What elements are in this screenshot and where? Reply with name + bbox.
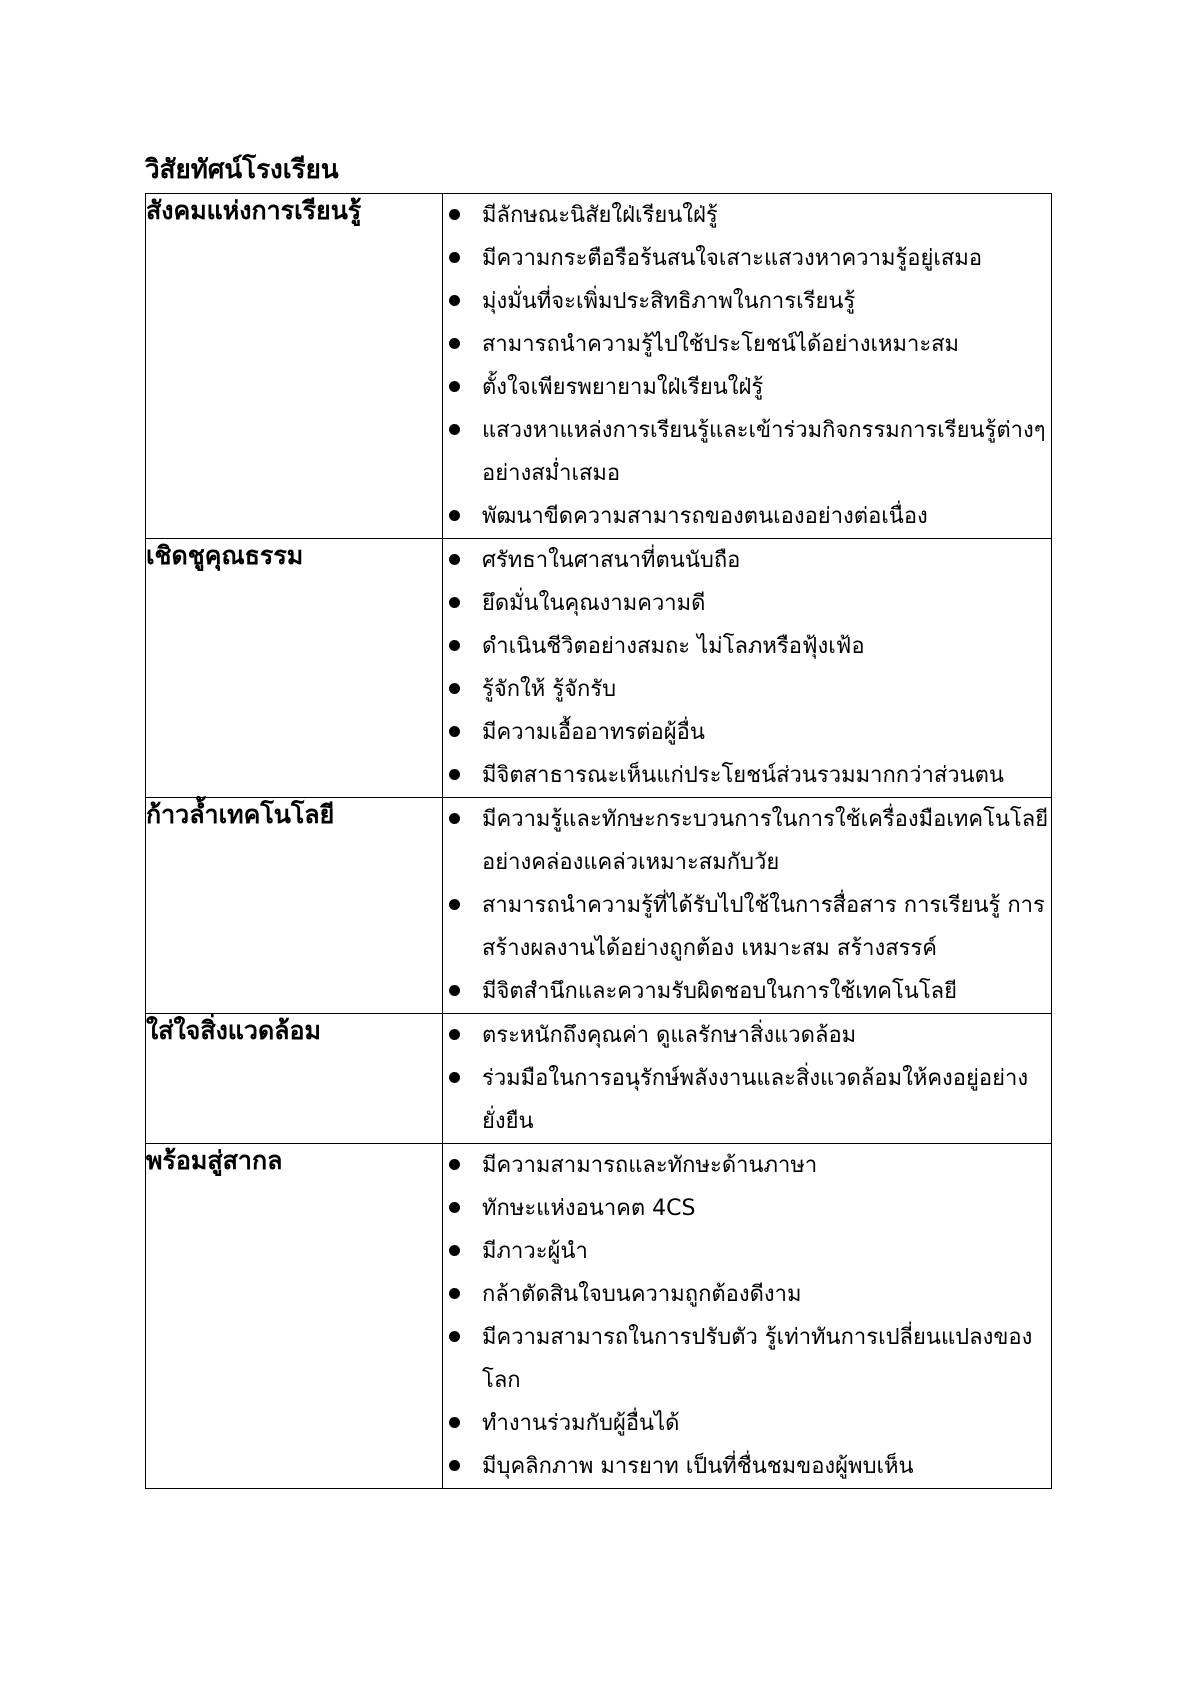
list-item xyxy=(443,884,1051,970)
list-item-text: มุ่งมั่นที่จะเพิ่มประสิทธิภาพในการเรียนรู้ xyxy=(482,289,856,314)
list-item-text: สามารถนำความรู้ไปใช้ประโยชน์ได้อย่างเหมาะสม xyxy=(482,332,960,357)
list-item-text: แสวงหาแหล่งการเรียนรู้และเข้าร่วมกิจกรรมการเรียนรู้ต่างๆอย่างสม่ำเสมอ xyxy=(482,418,1046,486)
list-item-text: รู้จักให้ รู้จักรับ xyxy=(482,677,617,702)
row-heading: พร้อมสู่สากล xyxy=(146,1144,443,1489)
page-title: วิสัยทัศน์โรงเรียน xyxy=(145,155,339,185)
list-item-text: มีจิตสำนึกและความรับผิดชอบในการใช้เทคโนโลยี xyxy=(482,979,958,1004)
list-item xyxy=(443,194,1051,237)
list-item-text: ดำเนินชีวิตอย่างสมถะ ไม่โลภหรือฟุ้งเฟ้อ xyxy=(482,634,865,659)
list-item xyxy=(443,1144,1051,1187)
bullet-icon xyxy=(449,1072,460,1083)
list-item-text: มีความเอื้ออาทรต่อผู้อื่น xyxy=(482,720,705,745)
bullet-icon xyxy=(449,726,460,737)
row-heading: ใส่ใจสิ่งแวดล้อม xyxy=(146,1014,443,1144)
list-item xyxy=(443,1187,1051,1230)
bullet-icon xyxy=(449,252,460,263)
bullet-icon xyxy=(449,1417,460,1428)
bullet-icon xyxy=(449,554,460,565)
list-item xyxy=(443,366,1051,409)
list-item-text: ทักษะแห่งอนาคต 4CS xyxy=(482,1196,696,1221)
vision-table xyxy=(145,193,1052,1489)
bullet-icon xyxy=(449,1245,460,1256)
list-item xyxy=(443,495,1051,538)
bullet-list xyxy=(443,1144,1051,1488)
list-item xyxy=(443,625,1051,668)
list-item xyxy=(443,280,1051,323)
list-item-text: มีความรู้และทักษะกระบวนการในการใช้เครื่องมือเทคโนโลยีอย่างคล่องแคล่วเหมาะสมกับวัย xyxy=(482,807,1049,875)
list-item xyxy=(443,668,1051,711)
bullet-icon xyxy=(449,769,460,780)
list-item-text: ยึดมั่นในคุณงามความดี xyxy=(482,591,706,616)
bullet-icon xyxy=(449,899,460,910)
bullet-list xyxy=(443,1014,1051,1143)
list-item xyxy=(443,1273,1051,1316)
row-heading: สังคมแห่งการเรียนรู้ xyxy=(146,194,443,539)
bullet-icon xyxy=(449,1331,460,1342)
list-item xyxy=(443,1230,1051,1273)
table-row xyxy=(146,1014,1052,1144)
bullet-icon xyxy=(449,338,460,349)
bullet-icon xyxy=(449,640,460,651)
list-item xyxy=(443,539,1051,582)
row-items-cell xyxy=(443,1014,1052,1144)
bullet-list xyxy=(443,194,1051,538)
list-item xyxy=(443,970,1051,1013)
bullet-list xyxy=(443,539,1051,797)
bullet-icon xyxy=(449,295,460,306)
list-item-text: กล้าตัดสินใจบนความถูกต้องดีงาม xyxy=(482,1282,802,1307)
bullet-icon xyxy=(449,1202,460,1213)
table-row xyxy=(146,1144,1052,1489)
list-item-text: สามารถนำความรู้ที่ได้รับไปใช้ในการสื่อสาร การเรียนรู้ การสร้างผลงานได้อย่างถูกต้อง เหมาะสม สร้างสรรค์ xyxy=(482,893,1045,961)
list-item-text: มีความกระตือรือร้นสนใจเสาะแสวงหาความรู้อยู่เสมอ xyxy=(482,246,983,271)
table-row xyxy=(146,194,1052,539)
list-item xyxy=(443,1057,1051,1143)
list-item-text: มีภาวะผู้นำ xyxy=(482,1239,588,1264)
bullet-icon xyxy=(449,813,460,824)
list-item xyxy=(443,1445,1051,1488)
list-item xyxy=(443,409,1051,495)
list-item-text: พัฒนาขีดความสามารถของตนเองอย่างต่อเนื่อง xyxy=(482,504,928,529)
bullet-icon xyxy=(449,1159,460,1170)
bullet-icon xyxy=(449,209,460,220)
bullet-icon xyxy=(449,597,460,608)
list-item-text: มีบุคลิกภาพ มารยาท เป็นที่ชื่นชมของผู้พบเห็น xyxy=(482,1454,914,1479)
list-item-text: ตระหนักถึงคุณค่า ดูแลรักษาสิ่งแวดล้อม xyxy=(482,1023,857,1048)
list-item xyxy=(443,323,1051,366)
list-item xyxy=(443,754,1051,797)
row-heading: ก้าวล้ำเทคโนโลยี xyxy=(146,798,443,1014)
list-item xyxy=(443,711,1051,754)
list-item xyxy=(443,237,1051,280)
list-item xyxy=(443,798,1051,884)
bullet-icon xyxy=(449,985,460,996)
list-item-text: มีลักษณะนิสัยใฝ่เรียนใฝ่รู้ xyxy=(482,203,718,228)
list-item-text: มีความสามารถในการปรับตัว รู้เท่าทันการเปลี่ยนแปลงของโลก xyxy=(482,1325,1033,1393)
list-item-text: ทำงานร่วมกับผู้อื่นได้ xyxy=(482,1411,680,1436)
row-items-cell xyxy=(443,539,1052,798)
bullet-icon xyxy=(449,683,460,694)
bullet-icon xyxy=(449,510,460,521)
list-item-text: ศรัทธาในศาสนาที่ตนนับถือ xyxy=(482,548,741,573)
row-items-cell xyxy=(443,1144,1052,1489)
bullet-list xyxy=(443,798,1051,1013)
list-item xyxy=(443,582,1051,625)
table-row xyxy=(146,539,1052,798)
row-heading: เชิดชูคุณธรรม xyxy=(146,539,443,798)
list-item-text: ตั้งใจเพียรพยายามใฝ่เรียนใฝ่รู้ xyxy=(482,375,764,400)
row-items-cell xyxy=(443,194,1052,539)
list-item-text: ร่วมมือในการอนุรักษ์พลังงานและสิ่งแวดล้อมให้คงอยู่อย่างยั่งยืน xyxy=(482,1066,1029,1134)
bullet-icon xyxy=(449,1029,460,1040)
list-item-text: มีความสามารถและทักษะด้านภาษา xyxy=(482,1153,818,1178)
table-row xyxy=(146,798,1052,1014)
row-items-cell xyxy=(443,798,1052,1014)
vision-table-body xyxy=(146,194,1052,1489)
list-item xyxy=(443,1402,1051,1445)
bullet-icon xyxy=(449,1288,460,1299)
list-item xyxy=(443,1316,1051,1402)
bullet-icon xyxy=(449,424,460,435)
list-item-text: มีจิตสาธารณะเห็นแก่ประโยชน์ส่วนรวมมากกว่าส่วนตน xyxy=(482,763,1004,788)
list-item xyxy=(443,1014,1051,1057)
bullet-icon xyxy=(449,381,460,392)
bullet-icon xyxy=(449,1460,460,1471)
